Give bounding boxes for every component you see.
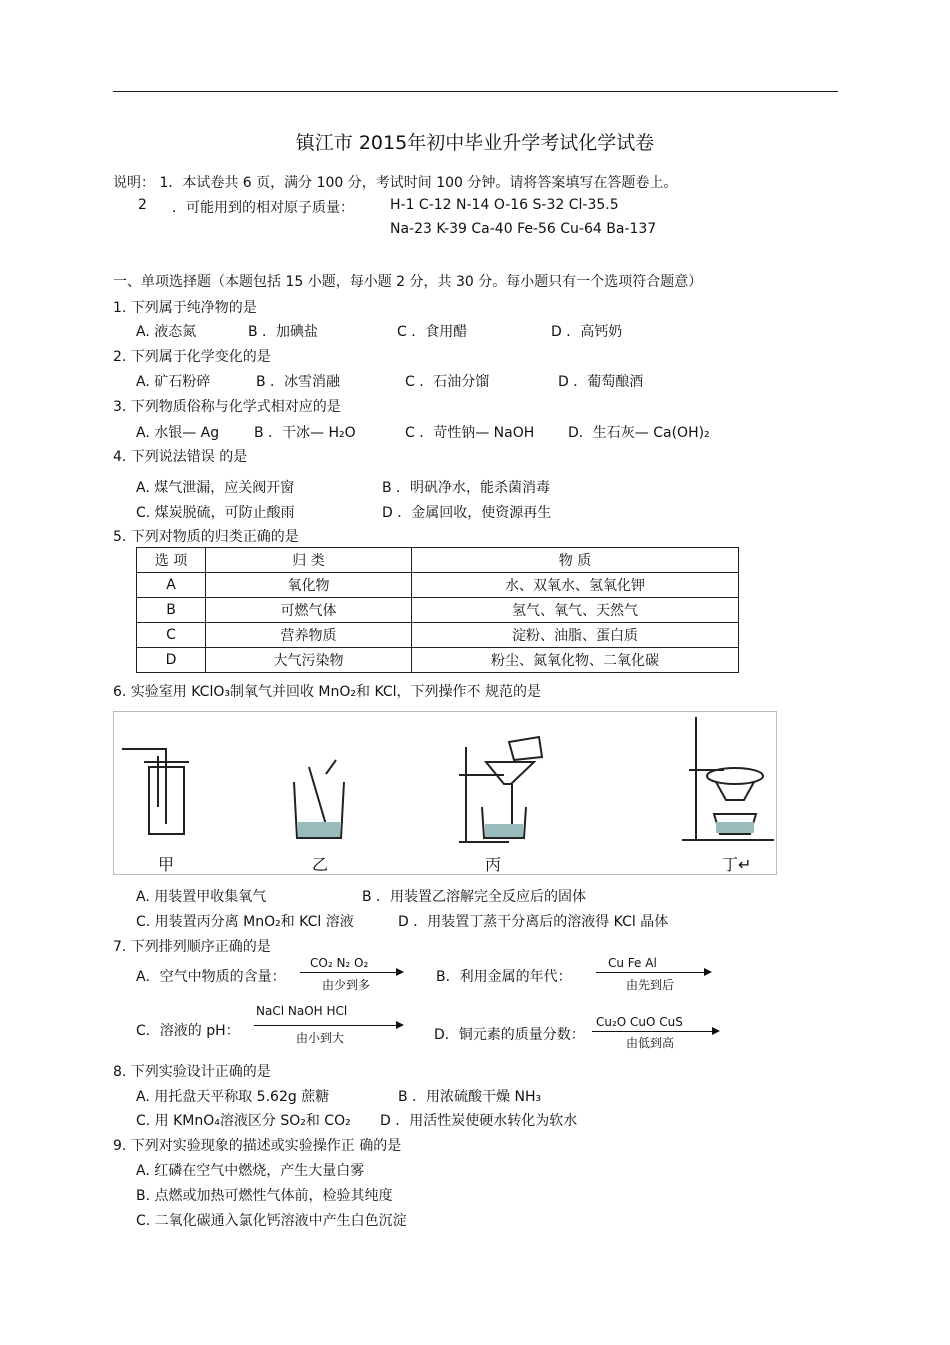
q7-d-direction: 由低到高: [626, 1036, 675, 1050]
q1-option-c: C ．食用醋: [397, 324, 468, 340]
table-cell: 氧化物: [206, 573, 412, 598]
q8-option-b: B ．用浓硫酸干燥 NH₃: [398, 1089, 542, 1105]
atomic-masses-line-1: H-1 C-12 N-14 O-16 S-32 Cl-35.5: [390, 197, 619, 213]
table-cell: 氢气、氧气、天然气: [412, 598, 739, 623]
q7-stem: 7. 下列排列顺序正确的是: [113, 939, 271, 955]
q5-stem: 5. 下列对物质的归类正确的是: [113, 529, 299, 545]
q3-option-c: C ．苛性钠— NaOH: [405, 425, 535, 441]
q6-stem: 6. 实验室用 KClO₃制氧气并回收 MnO₂和 KCl，下列操作不 规范的是: [113, 684, 541, 700]
label-ding: 丁↵: [722, 855, 752, 874]
table-row: [137, 598, 739, 623]
header-option: 选 项: [137, 548, 206, 573]
header-category: 归 类: [206, 548, 412, 573]
table-cell: 粉尘、氮氧化物、二氧化碳: [412, 648, 739, 673]
q1-stem: 1. 下列属于纯净物的是: [113, 300, 257, 316]
q1-option-b: B ．加碘盐: [248, 324, 319, 340]
note-1: 说明： 1．本试卷共 6 页，满分 100 分，考试时间 100 分钟。请将答案填写在答题卷上。: [113, 175, 678, 191]
q6-option-b: B ．用装置乙溶解完全反应后的固体: [362, 889, 587, 905]
q4-stem: 4. 下列说法错误 的是: [113, 449, 248, 465]
q7-a-direction: 由少到多: [322, 978, 371, 992]
q7-c-sequence: NaCl NaOH HCl: [256, 1004, 348, 1018]
q7-a-arrow: [300, 972, 402, 973]
q3-option-d: D．生石灰— Ca(OH)₂: [568, 425, 710, 441]
q7-d-arrow: [592, 1031, 718, 1032]
header-substances: 物 质: [412, 548, 739, 573]
q7-b-direction: 由先到后: [626, 978, 675, 992]
section-heading: 一、单项选择题（本题包括 15 小题，每小题 2 分，共 30 分。每小题只有一个选项符合题意）: [113, 274, 703, 290]
q7-c-direction: 由小到大: [296, 1031, 345, 1045]
table-cell: 可燃气体: [206, 598, 412, 623]
q8-option-a: A. 用托盘天平称取 5.62g 蔗糖: [136, 1089, 330, 1105]
table-cell: 大气污染物: [206, 648, 412, 673]
q4-option-b: B ．明矾净水，能杀菌消毒: [382, 480, 551, 496]
q8-option-c: C. 用 KMnO₄溶液区分 SO₂和 CO₂: [136, 1113, 351, 1129]
q6-option-c: C. 用装置丙分离 MnO₂和 KCl 溶液: [136, 914, 354, 930]
table-cell: 水、双氧水、氢氧化钾: [412, 573, 739, 598]
label-yi: 乙: [312, 855, 329, 874]
q3-stem: 3. 下列物质俗称与化学式相对应的是: [113, 399, 341, 415]
table-row: [137, 573, 739, 598]
table-row: [137, 648, 739, 673]
label-bing: 丙: [485, 855, 502, 874]
table-cell: 淀粉、油脂、蛋白质: [412, 623, 739, 648]
q7-option-a-label: A．空气中物质的含量：: [136, 969, 286, 985]
apparatus-drawing: [114, 712, 776, 874]
q7-d-sequence: Cu₂O CuO CuS: [596, 1015, 683, 1029]
table-header-row: [137, 548, 739, 573]
q7-b-sequence: Cu Fe Al: [608, 956, 657, 970]
q8-stem: 8. 下列实验设计正确的是: [113, 1064, 271, 1080]
q9-option-a: A. 红磷在空气中燃烧，产生大量白雾: [136, 1163, 365, 1179]
atomic-masses-line-2: Na-23 K-39 Ca-40 Fe-56 Cu-64 Ba-137: [390, 221, 657, 237]
q9-option-b: B. 点燃或加热可燃性气体前，检验其纯度: [136, 1188, 393, 1204]
q2-option-d: D ．葡萄酿酒: [558, 374, 644, 390]
top-rule: [113, 91, 838, 92]
note-2-text: ．可能用到的相对原子质量：: [172, 200, 354, 216]
q2-option-b: B ．冰雪消融: [256, 374, 341, 390]
table-row: [137, 623, 739, 648]
q6-option-d: D ．用装置丁蒸干分离后的溶液得 KCl 晶体: [398, 914, 669, 930]
q2-option-c: C ．石油分馏: [405, 374, 490, 390]
classification-table: [136, 547, 739, 673]
page-title: 镇江市 2015年初中毕业升学考试化学试卷: [295, 132, 655, 154]
q4-option-d: D ．金属回收，使资源再生: [382, 505, 552, 521]
q6-option-a: A. 用装置甲收集氧气: [136, 889, 267, 905]
q9-option-c: C. 二氧化碳通入氯化钙溶液中产生白色沉淀: [136, 1213, 407, 1229]
q3-option-b: B ．干冰— H₂O: [254, 425, 356, 441]
q7-b-arrow: [596, 972, 710, 973]
q2-stem: 2. 下列属于化学变化的是: [113, 349, 271, 365]
table-cell: C: [137, 623, 206, 648]
q7-c-arrow: [254, 1025, 402, 1026]
q8-option-d: D ．用活性炭使硬水转化为软水: [380, 1113, 578, 1129]
q4-option-c: C. 煤炭脱硫，可防止酸雨: [136, 505, 295, 521]
q3-option-a: A. 水银— Ag: [136, 425, 220, 441]
q7-option-c-label: C．溶液的 pH：: [136, 1023, 240, 1039]
q2-option-a: A. 矿石粉碎: [136, 374, 211, 390]
q4-option-a: A. 煤气泄漏，应关阀开窗: [136, 480, 295, 496]
table-cell: 营养物质: [206, 623, 412, 648]
note-2-number: 2: [138, 197, 147, 213]
q1-option-a: A. 液态氮: [136, 324, 197, 340]
q1-option-d: D ．高钙奶: [551, 324, 623, 340]
q9-stem: 9. 下列对实验现象的描述或实验操作正 确的是: [113, 1138, 402, 1154]
apparatus-figure: [113, 711, 777, 875]
q7-option-d-label: D．铜元素的质量分数：: [434, 1027, 585, 1043]
q7-a-sequence: CO₂ N₂ O₂: [310, 956, 369, 970]
q7-option-b-label: B．利用金属的年代：: [436, 969, 572, 985]
table-cell: B: [137, 598, 206, 623]
table-cell: A: [137, 573, 206, 598]
label-jia: 甲: [158, 855, 175, 874]
table-cell: D: [137, 648, 206, 673]
